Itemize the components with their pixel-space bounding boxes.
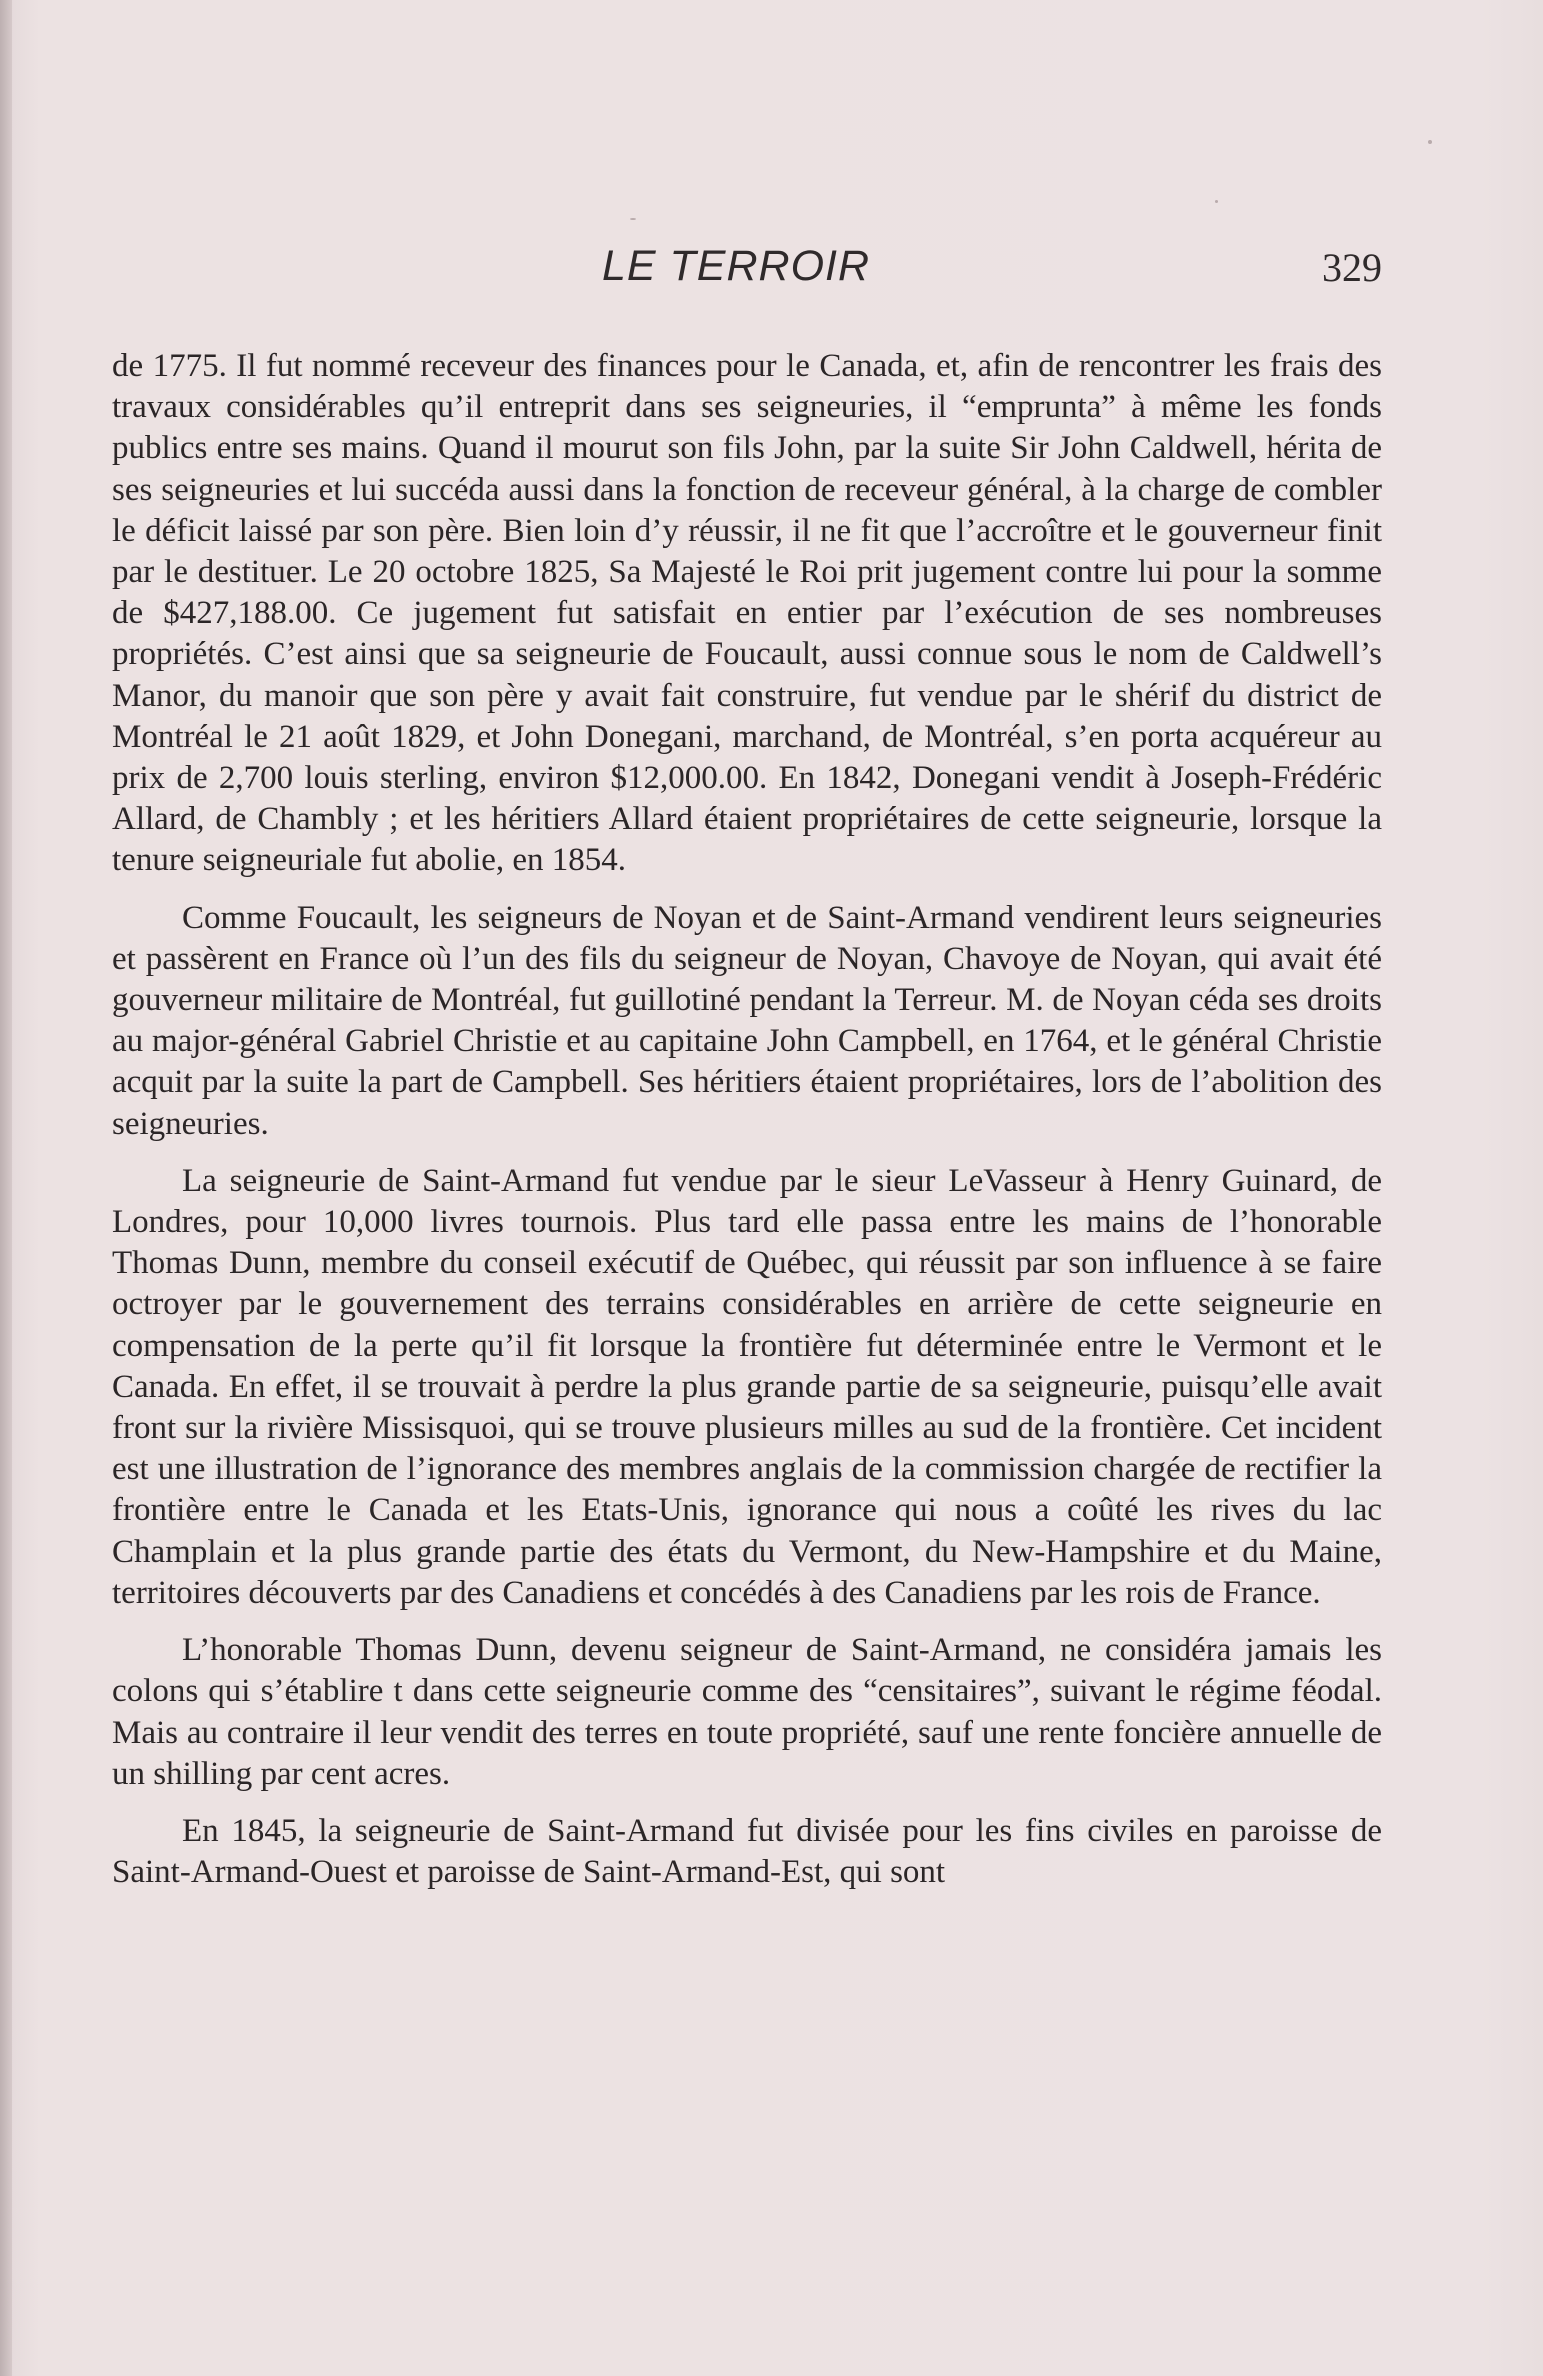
paragraph: La seigneurie de Saint-Armand fut vendue par le sieur LeVasseur à Henry Guinard, de Londres, pour 10,000 livres tournois. Plus tard elle passa entre les mains de l’honorable Thomas Dunn, membre du conseil exécutif de Québec, qui réussit par son influence à se faire octroyer par le gouvernement des terrains considérables en arrière de cette seigneurie en compensation de la perte qu’il fit lorsque la frontière fut déterminée entre le Vermont et le Canada. En effet, il se trouvait à perdre la plus grande partie de sa seigneurie, puisqu’elle avait front sur la rivière Missisquoi, qui se trouve plusieurs milles au sud de la frontière. Cet incident est une illustration de l’ignorance des membres anglais de la commission chargée de rectifier la frontière entre le Canada et les Etats-Unis, ignorance qui nous a coûté les rives du lac Champlain et la plus grande partie des états du Vermont, du New-Hampshire et du Maine, territoires découverts par des Canadiens et concédés à des Canadiens par les rois de France.	[112, 1162, 1382, 1611]
body-text	[112, 346, 1382, 1909]
paper-speck	[630, 218, 636, 220]
paper-speck	[1428, 140, 1432, 144]
paragraph: En 1845, la seigneurie de Saint-Armand fut divisée pour les fins civiles en paroisse de Saint-Armand-Ouest et paroisse de Saint-Armand-Est, qui sont	[112, 1812, 1382, 1891]
paragraph: de 1775. Il fut nommé receveur des finances pour le Canada, et, afin de rencontrer les frais des travaux considérables qu’il entreprit dans ses seigneuries, il “emprunta” à même les fonds publics entre ses mains. Quand il mourut son fils John, par la suite Sir John Caldwell, hérita de ses seigneuries et lui succéda aussi dans la fonction de receveur général, à la charge de combler le déficit laissé par son père. Bien loin d’y réussir, il ne fit que l’accroître et le gouverneur finit par le destituer. Le 20 octobre 1825, Sa Majesté le Roi prit jugement contre lui pour la somme de $427,188.00. Ce jugement fut satisfait en entier par l’exécution de ses nombreuses propriétés. C’est ainsi que sa seigneurie de Foucault, aussi connue sous le nom de Caldwell’s Manor, du manoir que son père y avait fait construire, fut vendue par le shérif du district de Montréal le 21 août 1829, et John Donegani, marchand, de Montréal, s’en porta acquéreur au prix de 2,700 louis sterling, environ $12,000.00. En 1842, Donegani vendit à Joseph-Frédéric Allard, de Chambly ; et les héritiers Allard étaient propriétaires de cette seigneurie, lorsque la tenure seigneuriale fut abolie, en 1854.	[112, 348, 1382, 879]
page-header	[112, 242, 1382, 298]
paper-speck	[1215, 200, 1218, 203]
running-title: LE TERROIR	[602, 242, 871, 290]
paragraph: Comme Foucault, les seigneurs de Noyan et de Saint-Armand vendirent leurs seigneuries et passèrent en France où l’un des fils du seigneur de Noyan, Chavoye de Noyan, qui avait été gouverneur militaire de Montréal, fut guillotiné pendant la Terreur. M. de Noyan céda ses droits au major-général Gabriel Christie et au capitaine John Campbell, en 1764, et le général Christie acquit par la suite la part de Campbell. Ses héritiers étaient propriétaires, lors de l’abolition des seigneuries.	[112, 899, 1382, 1142]
page-number: 329	[1322, 245, 1382, 290]
book-spine-shadow	[0, 0, 12, 2376]
paragraph: L’honorable Thomas Dunn, devenu seigneur de Saint-Armand, ne considéra jamais les colons qui s’établire t dans cette seigneurie comme des “censitaires”, suivant le régime féodal. Mais au contraire il leur vendit des terres en toute propriété, sauf une rente foncière annuelle de un shilling par cent acres.	[112, 1632, 1382, 1792]
